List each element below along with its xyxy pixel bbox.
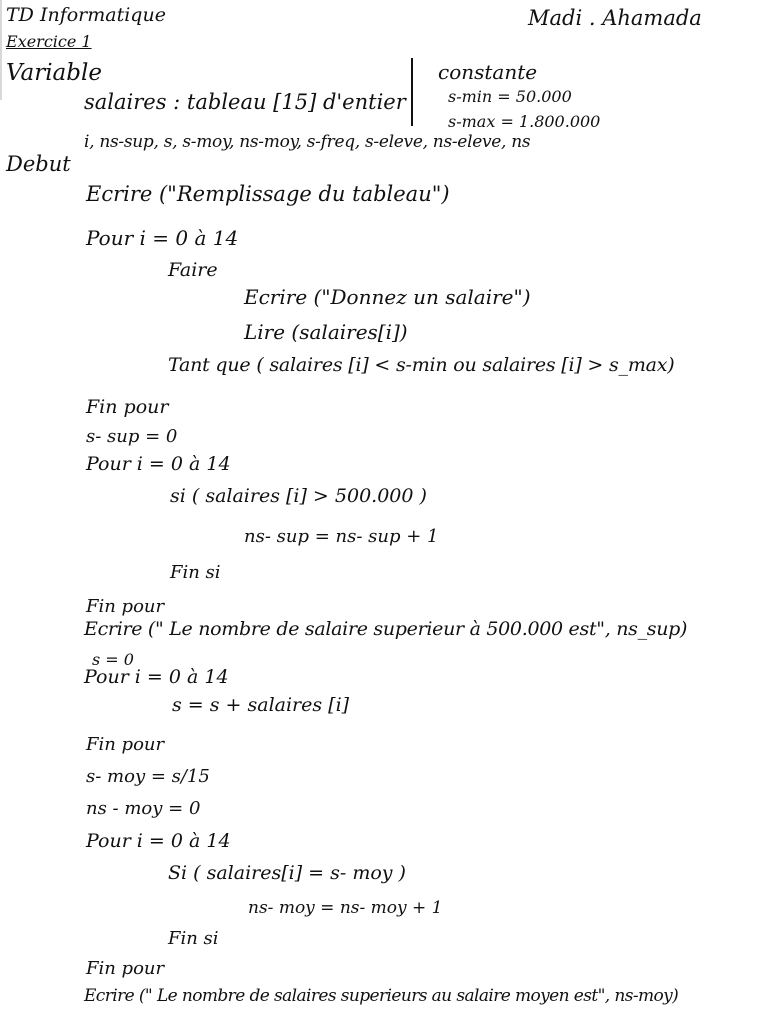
exercise-title: Exercice 1 bbox=[6, 32, 92, 51]
code-line: Fin si bbox=[170, 562, 221, 583]
author-name: Madi . Ahamada bbox=[528, 6, 702, 30]
code-line: Fin si bbox=[168, 928, 219, 949]
code-line: Pour i = 0 à 14 bbox=[84, 666, 229, 688]
code-line: Si ( salaires[i] = s- moy ) bbox=[168, 862, 406, 884]
variables-array-declaration: salaires : tableau [15] d'entier bbox=[84, 90, 406, 114]
code-line: Ecrire (" Le nombre de salaire superieur à 500.000 est", ns_sup) bbox=[84, 618, 688, 640]
constant-s-max: s-max = 1.800.000 bbox=[448, 112, 601, 131]
code-line: Pour i = 0 à 14 bbox=[86, 830, 231, 852]
variables-heading: Variable bbox=[6, 60, 102, 86]
variables-scalar-declaration: i, ns-sup, s, s-moy, ns-moy, s-freq, s-eleve, ns-eleve, ns bbox=[84, 132, 531, 152]
code-line: ns - moy = 0 bbox=[86, 798, 201, 819]
code-line: s- moy = s/15 bbox=[86, 766, 210, 787]
code-line: Debut bbox=[6, 152, 71, 176]
code-line: Pour i = 0 à 14 bbox=[86, 453, 231, 475]
code-line: s = 0 bbox=[92, 650, 134, 669]
code-line: Pour i = 0 à 14 bbox=[86, 226, 239, 250]
code-line: Ecrire ("Donnez un salaire") bbox=[244, 285, 531, 309]
constant-s-min: s-min = 50.000 bbox=[448, 87, 572, 106]
course-title bbox=[6, 6, 166, 25]
code-line: Ecrire ("Remplissage du tableau") bbox=[86, 182, 450, 206]
course-title-text: TD Informatique bbox=[6, 4, 166, 26]
margin-line bbox=[0, 0, 2, 100]
code-line: si ( salaires [i] > 500.000 ) bbox=[170, 485, 427, 507]
code-line: Ecrire (" Le nombre de salaires superieurs au salaire moyen est", ns-moy) bbox=[84, 986, 679, 1006]
constants-heading: constante bbox=[438, 60, 538, 84]
code-line: Fin pour bbox=[86, 958, 165, 979]
code-line: Fin pour bbox=[86, 596, 165, 617]
code-line: ns- sup = ns- sup + 1 bbox=[244, 526, 439, 547]
code-line: Faire bbox=[168, 259, 218, 281]
code-line: Fin pour bbox=[86, 734, 165, 755]
code-line: s- sup = 0 bbox=[86, 426, 178, 447]
code-line: Tant que ( salaires [i] < s-min ou salaires [i] > s_max) bbox=[168, 354, 675, 376]
code-line: Fin pour bbox=[86, 396, 169, 418]
declaration-divider bbox=[411, 58, 413, 126]
code-line: ns- moy = ns- moy + 1 bbox=[248, 898, 443, 918]
code-line: Lire (salaires[i]) bbox=[244, 320, 408, 344]
code-line: s = s + salaires [i] bbox=[172, 694, 350, 716]
